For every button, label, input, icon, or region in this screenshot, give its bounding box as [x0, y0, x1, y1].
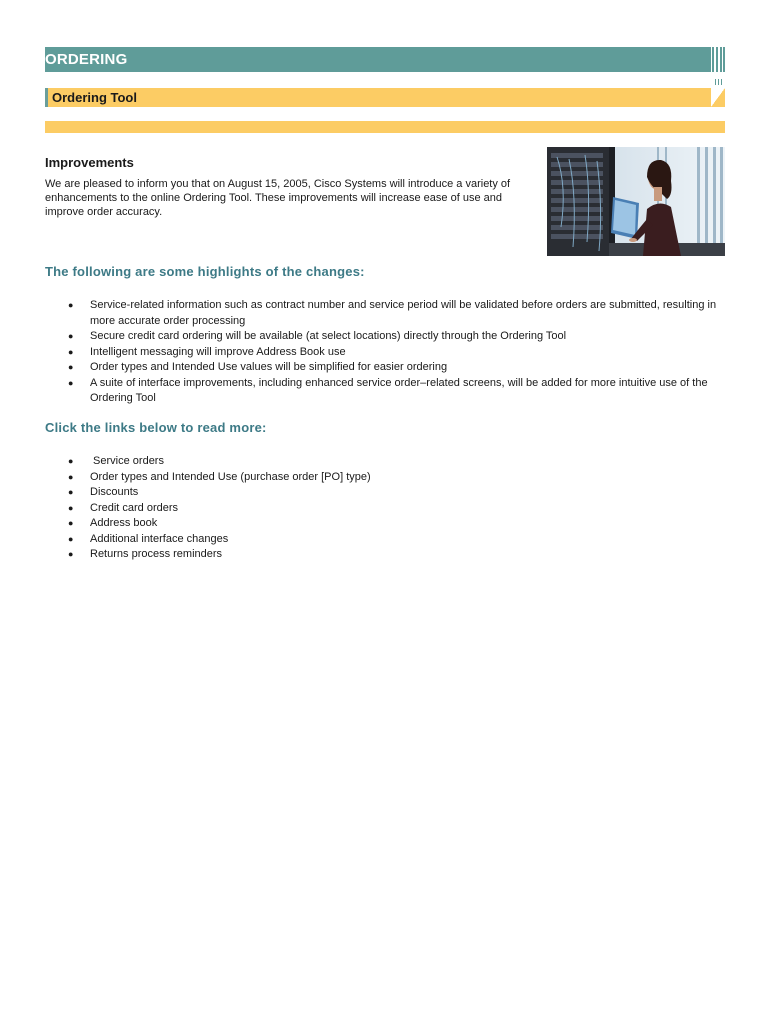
link-returns-reminders[interactable]: Returns process reminders	[90, 548, 223, 560]
link-order-types[interactable]: Order types and Intended Use (purchase order [PO] type)	[90, 470, 371, 483]
bullet-icon: ●	[68, 331, 74, 341]
bullet-icon: ●	[68, 502, 74, 513]
highlights-heading: The following are some highlights of the changes:	[45, 264, 365, 279]
bullet-icon: ●	[68, 377, 74, 388]
link-address-book[interactable]: Address book	[90, 517, 158, 529]
divider-bar	[45, 121, 725, 133]
list-item	[45, 360, 735, 376]
highlights-list	[45, 298, 735, 407]
intro-paragraph: We are pleased to inform you that on August 15, 2005, Cisco Systems will introduce a variety of enhancements to the online Ordering Tool. These improvements will increase ease of use and improve order accuracy.	[45, 178, 511, 218]
links-heading: Click the links below to read more:	[45, 420, 267, 435]
bullet-icon: ●	[68, 518, 74, 528]
improvements-heading: Improvements	[45, 155, 134, 170]
list-item	[45, 345, 735, 361]
link-interface-changes[interactable]: Additional interface changes	[90, 532, 229, 545]
bullet-icon: ●	[68, 346, 74, 357]
link-item[interactable]	[45, 501, 735, 517]
office-worker-photo	[547, 147, 725, 256]
highlight-text: A suite of interface improvements, including enhanced service order–related screens, will be added for more intuitive use of the Ordering Tool	[90, 376, 708, 404]
page-title: ORDERING	[45, 51, 128, 68]
bullet-icon: ●	[68, 487, 74, 497]
subtitle-bar	[45, 88, 711, 107]
bullet-icon: ●	[68, 456, 74, 466]
link-discounts[interactable]: Discounts	[90, 486, 139, 498]
bullet-icon: ●	[68, 471, 74, 482]
subtitle-bar-marker	[45, 88, 48, 107]
bullet-icon: ●	[68, 549, 74, 559]
highlight-text: Service-related information such as contract number and service period will be validated before orders are submitted, resulting in more accurate order processing	[90, 299, 717, 327]
link-item[interactable]	[45, 547, 735, 563]
list-item	[45, 298, 735, 329]
highlight-text: Order types and Intended Use values will be simplified for easier ordering	[90, 361, 448, 373]
link-item[interactable]	[45, 470, 735, 486]
bullet-icon: ●	[68, 362, 74, 372]
header-stripes	[712, 47, 725, 72]
link-item[interactable]	[45, 516, 735, 532]
link-item[interactable]	[45, 454, 735, 470]
link-credit-card-orders[interactable]: Credit card orders	[90, 501, 179, 514]
header-bar	[45, 47, 711, 72]
list-item	[45, 329, 735, 345]
link-service-orders[interactable]: Service orders	[90, 455, 164, 467]
link-item[interactable]	[45, 485, 735, 501]
link-item[interactable]	[45, 532, 735, 548]
page-subtitle: Ordering Tool	[52, 90, 137, 105]
highlight-text: Intelligent messaging will improve Address Book use	[90, 345, 346, 358]
bullet-icon: ●	[68, 533, 74, 544]
subtitle-bar-corner	[711, 88, 725, 107]
links-list	[45, 454, 735, 563]
bullet-icon: ●	[68, 300, 74, 310]
list-item	[45, 376, 735, 407]
highlight-text: Secure credit card ordering will be available (at select locations) directly through the Ordering Tool	[90, 330, 567, 342]
